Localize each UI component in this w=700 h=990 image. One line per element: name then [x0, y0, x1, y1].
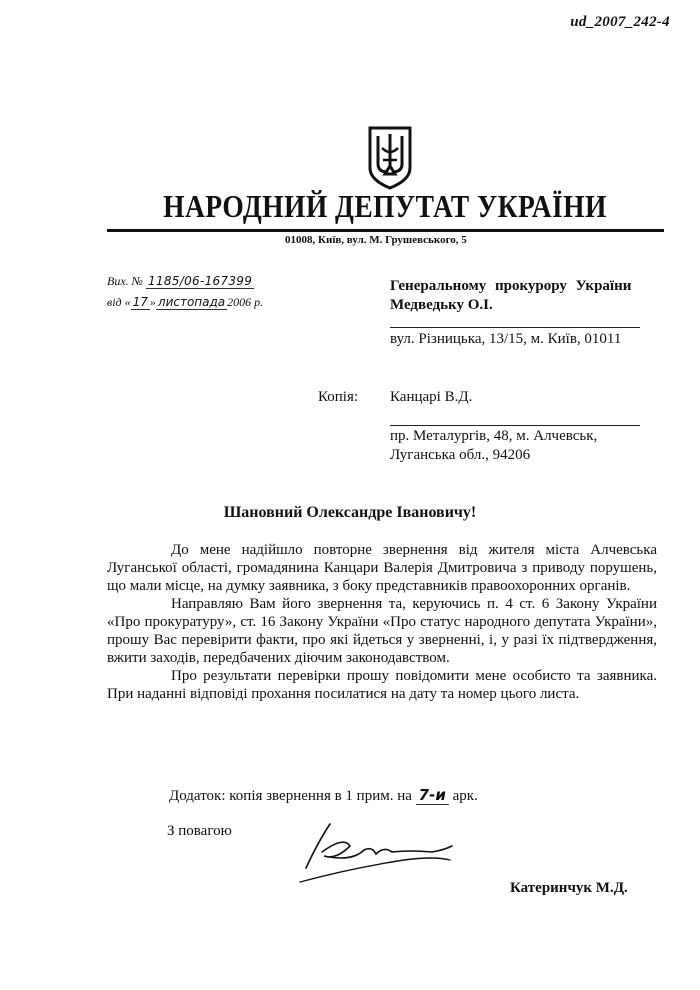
outgoing-date-month: листопада	[157, 295, 226, 309]
outgoing-date	[107, 295, 263, 310]
letterhead-address: 01008, Київ, вул. М. Грушевського, 5	[285, 234, 467, 246]
recipient-name: Медведьку О.І.	[390, 297, 493, 313]
body-paragraph-3: Про результати перевірки прошу повідомити мене особисто та заявника. При наданні відповіді прохання посилатися на дату та номер цього листа.	[107, 668, 657, 702]
outgoing-date-year: 2006 р.	[227, 295, 264, 309]
letterhead-rule	[107, 229, 664, 232]
copy-divider	[390, 425, 640, 426]
salutation: Шановний Олександре Івановичу!	[223, 504, 477, 521]
copy-label: Копія:	[318, 389, 359, 405]
signature-icon	[292, 816, 457, 888]
recipient-divider	[390, 327, 640, 328]
outgoing-date-day: 17	[132, 295, 148, 309]
annex-suffix: арк.	[452, 788, 478, 804]
outgoing-number-value: 1185/06-167399	[147, 274, 253, 288]
document-id: ud_2007_242-4	[570, 14, 670, 30]
copy-name: Канцарі В.Д.	[390, 389, 473, 405]
trident-emblem-icon	[366, 126, 414, 190]
copy-address-line1: пр. Металургів, 48, м. Алчевськ,	[390, 428, 598, 444]
outgoing-date-mid: »	[149, 295, 156, 309]
annex-line	[169, 786, 478, 805]
letterhead-title: НАРОДНИЙ ДЕПУТАТ УКРАЇНИ	[163, 188, 607, 224]
letter-body	[107, 541, 657, 703]
body-paragraph-2: Направляю Вам його звернення та, керуючись п. 4 ст. 6 Закону України «Про прокуратуру», ст. 16 Закону України «Про статус народного депутата України», прошу Вас перевірити факти, про які йдеться у зверненні, і, у разі їх підтвердження, вжити заходів, передбачених діючим законодавством.	[107, 596, 657, 666]
outgoing-date-prefix: від «	[107, 295, 131, 309]
signatory-name: Катеринчук М.Д.	[510, 880, 628, 896]
recipient-title: Генеральному прокурору України	[390, 278, 632, 294]
outgoing-number-label: Вих. №	[107, 274, 143, 288]
annex-prefix: Додаток: копія звернення в 1 прим. на	[169, 788, 412, 804]
closing-regards: З повагою	[167, 823, 232, 839]
outgoing-number	[107, 274, 254, 289]
annex-sheets: 7-и	[416, 786, 449, 805]
recipient-address: вул. Різницька, 13/15, м. Київ, 01011	[390, 331, 622, 347]
copy-address-line2: Луганська обл., 94206	[390, 447, 531, 463]
body-paragraph-1: До мене надійшло повторне звернення від жителя міста Алчевська Луганської області, громадянина Канцари Валерія Дмитровича з приводу порушень, що мали місце, на думку заявника, з боку представників правоохоронних органів.	[107, 542, 657, 594]
